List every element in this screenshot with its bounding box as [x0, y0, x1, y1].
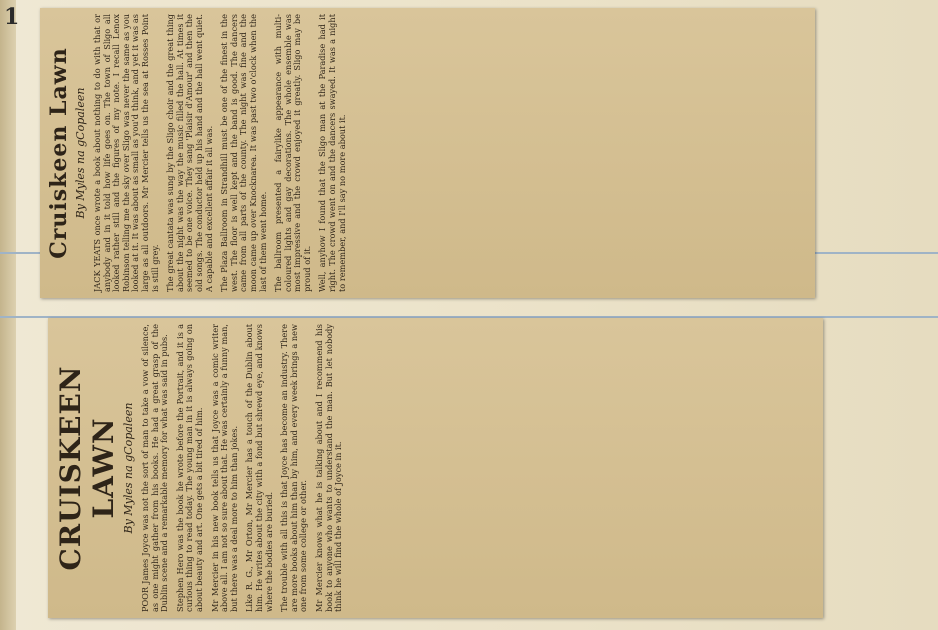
clipping-lower-byline: By Myles na gCopaleen: [122, 402, 135, 534]
clipping-upper-paragraph: JACK YEATS once wrote a book about nothing to do with that or anybody and in it told how life goes on. The town of Sligo all looked rather still and the figures of my note. I recall Lenox Robinson telling me the sky over Sligo was never the same as you looked at it. It was about as small as you'd think, and yet it was as large as all outdoors. Mr Mercier tells us the sea at Rosses Point is still grey.: [92, 14, 160, 292]
clipping-lower-paragraph: Mr Mercier knows what he is talking about and I recommend his book to anyone who wants to understand the man. But let nobody think he will find the whole of Joyce in it.: [313, 324, 344, 612]
clipping-lower-paragraph: POOR James Joyce was not the sort of man to take a vow of silence, as one might gather from his books. He had a great grasp of the Dublin scene and a remarkable memory for what was said in pubs.: [140, 324, 170, 612]
clipping-upper-byline: By Myles na gCopaleen: [74, 87, 87, 219]
clipping-upper-paragraph: Well, anyhow I found that the Sligo man at the Paradise had it right. The crowd went on and the dancers swayed. It was a night to remember, and I'll say no more about it.: [317, 14, 347, 292]
clipping-upper: [40, 8, 815, 298]
page-number: 1: [4, 4, 20, 30]
clipping-lower-paragraph: Stephen Hero was the book he wrote before the Portrait, and it is a curious thing to read today. The young man in it is always going on about beauty and art. One gets a bit tired of him.: [174, 324, 204, 612]
clipping-upper-paragraph: The Plaza Ballroom in Strandhill must be one of the finest in the west. The floor is well kept and the band is good. The dancers came from all parts of the county. The night was fine and the moon came up over Knocknarea. It was past two o'clock when the last of them went home.: [219, 14, 268, 292]
clipping-lower-paragraph: The trouble with all this is that Joyce has become an industry. There are more books about him than by him, and every week brings a new one from some college or other.: [279, 324, 309, 612]
clipping-upper-paragraph: The ballroom presented a fairylike appearance with multi-coloured lights and gay decorations. The whole ensemble was most impressive and the crowd enjoyed it greatly. Sligo may be proud of it.: [273, 14, 312, 292]
clipping-lower-paragraph: Like R. G., Mr Orton, Mr Mercier has a touch of the Dublin about him. He writes about the city with a fond but shrewd eye, and knows where the bodies are buried.: [244, 324, 274, 612]
clipping-lower-paragraph: Mr Mercier in his new book tells us that Joyce was a comic writer above all. I am not so sure about that. He was certainly a funny man, but there was a deal more to him than jokes.: [209, 324, 239, 612]
clipping-upper-title: Cruiskeen Lawn: [46, 47, 72, 259]
clipping-lower: [48, 318, 823, 618]
clipping-lower-title: CRUISKEEN LAWN: [54, 365, 120, 571]
page-binding: [0, 0, 16, 630]
clipping-upper-paragraph: The great cantata was sung by the Sligo choir and the great thing about the night was the way the music filled the hall. At times it seemed to be one voice. They sang 'Plaisir d'Amour' and then the old songs. The conductor held up his hand and the hall went quiet. A capable and excellent affair it all was.: [165, 14, 214, 292]
